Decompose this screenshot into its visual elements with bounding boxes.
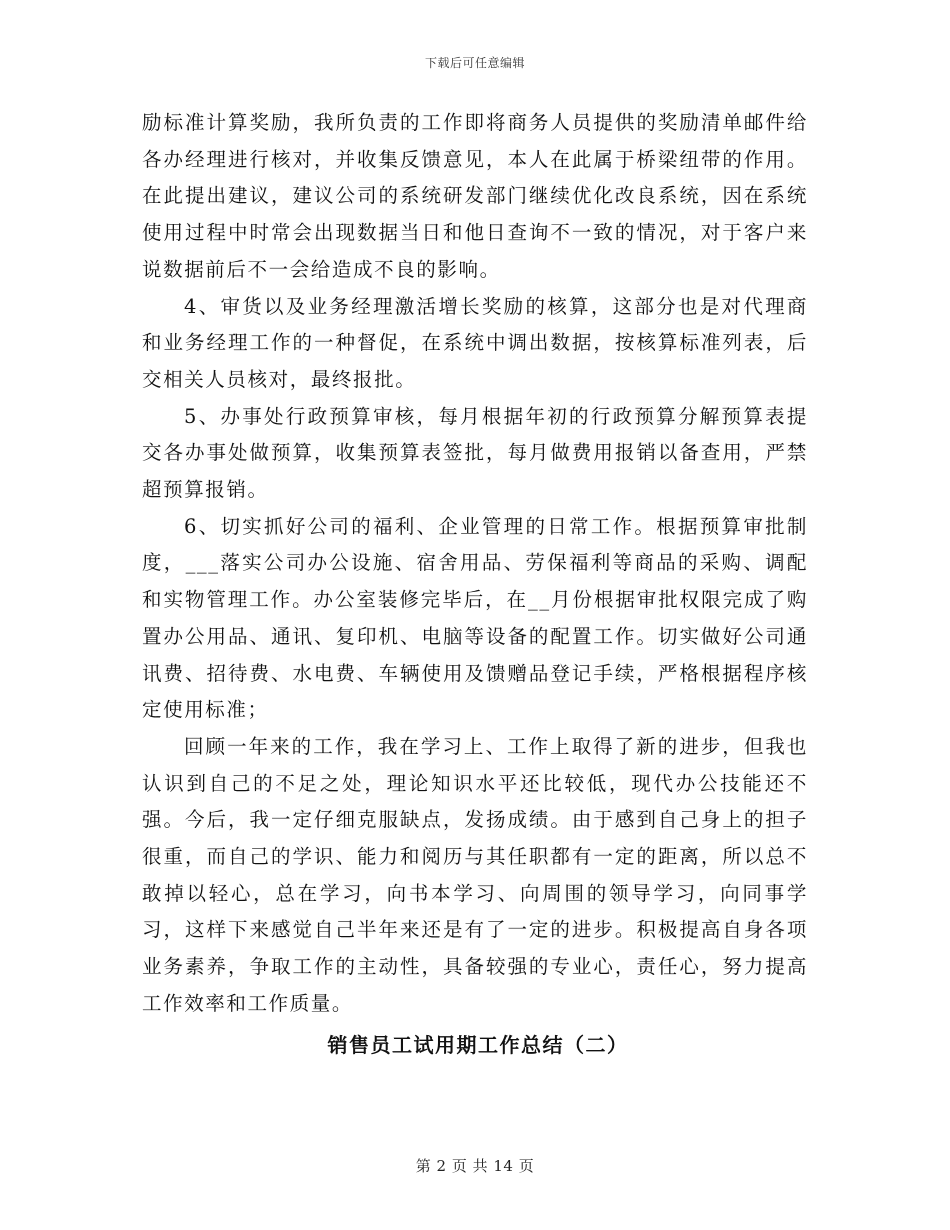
paragraph-item-5: 5、办事处行政预算审核，每月根据年初的行政预算分解预算表提交各办事处做预算，收集预算表签批，每月做费用报销以备查用，严禁超预算报销。 [142, 404, 808, 502]
page-footer: 第 2 页 共 14 页 [415, 1157, 535, 1175]
document-body [142, 105, 808, 1063]
paragraph-continued: 励标准计算奖励，我所负责的工作即将商务人员提供的奖励清单邮件给各办经理进行核对，并收集反馈意见，本人在此属于桥梁纽带的作用。在此提出建议，建议公司的系统研发部门继续优化改良系统，因在系统使用过程中时常会出现数据当日和他日查询不一致的情况，对于客户来说数据前后不一会给造成不良的影响。 [142, 111, 808, 281]
paragraph-item-6: 6、切实抓好公司的福利、企业管理的日常工作。根据预算审批制度，___落实公司办公设施、宿舍用品、劳保福利等商品的采购、调配和实物管理工作。办公室装修完毕后，在__月份根据审批权限完成了购置办公用品、通讯、复印机、电脑等设备的配置工作。切实做好公司通讯费、招待费、水电费、车辆使用及馈赠品登记手续，严格根据程序核定使用标准； [142, 514, 808, 722]
section-title: 销售员工试用期工作总结（二） [327, 1032, 629, 1057]
page-header: 下载后可任意编辑 [424, 56, 525, 70]
paragraph-item-4: 4、审货以及业务经理激活增长奖励的核算，这部分也是对代理商和业务经理工作的一种督促，在系统中调出数据，按核算标准列表，后交相关人员核对，最终报批。 [142, 294, 808, 391]
paragraph-review: 回顾一年来的工作，我在学习上、工作上取得了新的进步，但我也认识到自己的不足之处，理论知识水平还比较低，现代办公技能还不强。今后，我一定仔细克服缺点，发扬成绩。由于感到自己身上的担子很重，而自己的学识、能力和阅历与其任职都有一定的距离，所以总不敢掉以轻心，总在学习，向书本学习、向周围的领导学习，向同事学习，这样下来感觉自己半年来还是有了一定的进步。积极提高自身各项业务素养，争取工作的主动性，具备较强的专业心，责任心，努力提高工作效率和工作质量。 [142, 734, 808, 1015]
